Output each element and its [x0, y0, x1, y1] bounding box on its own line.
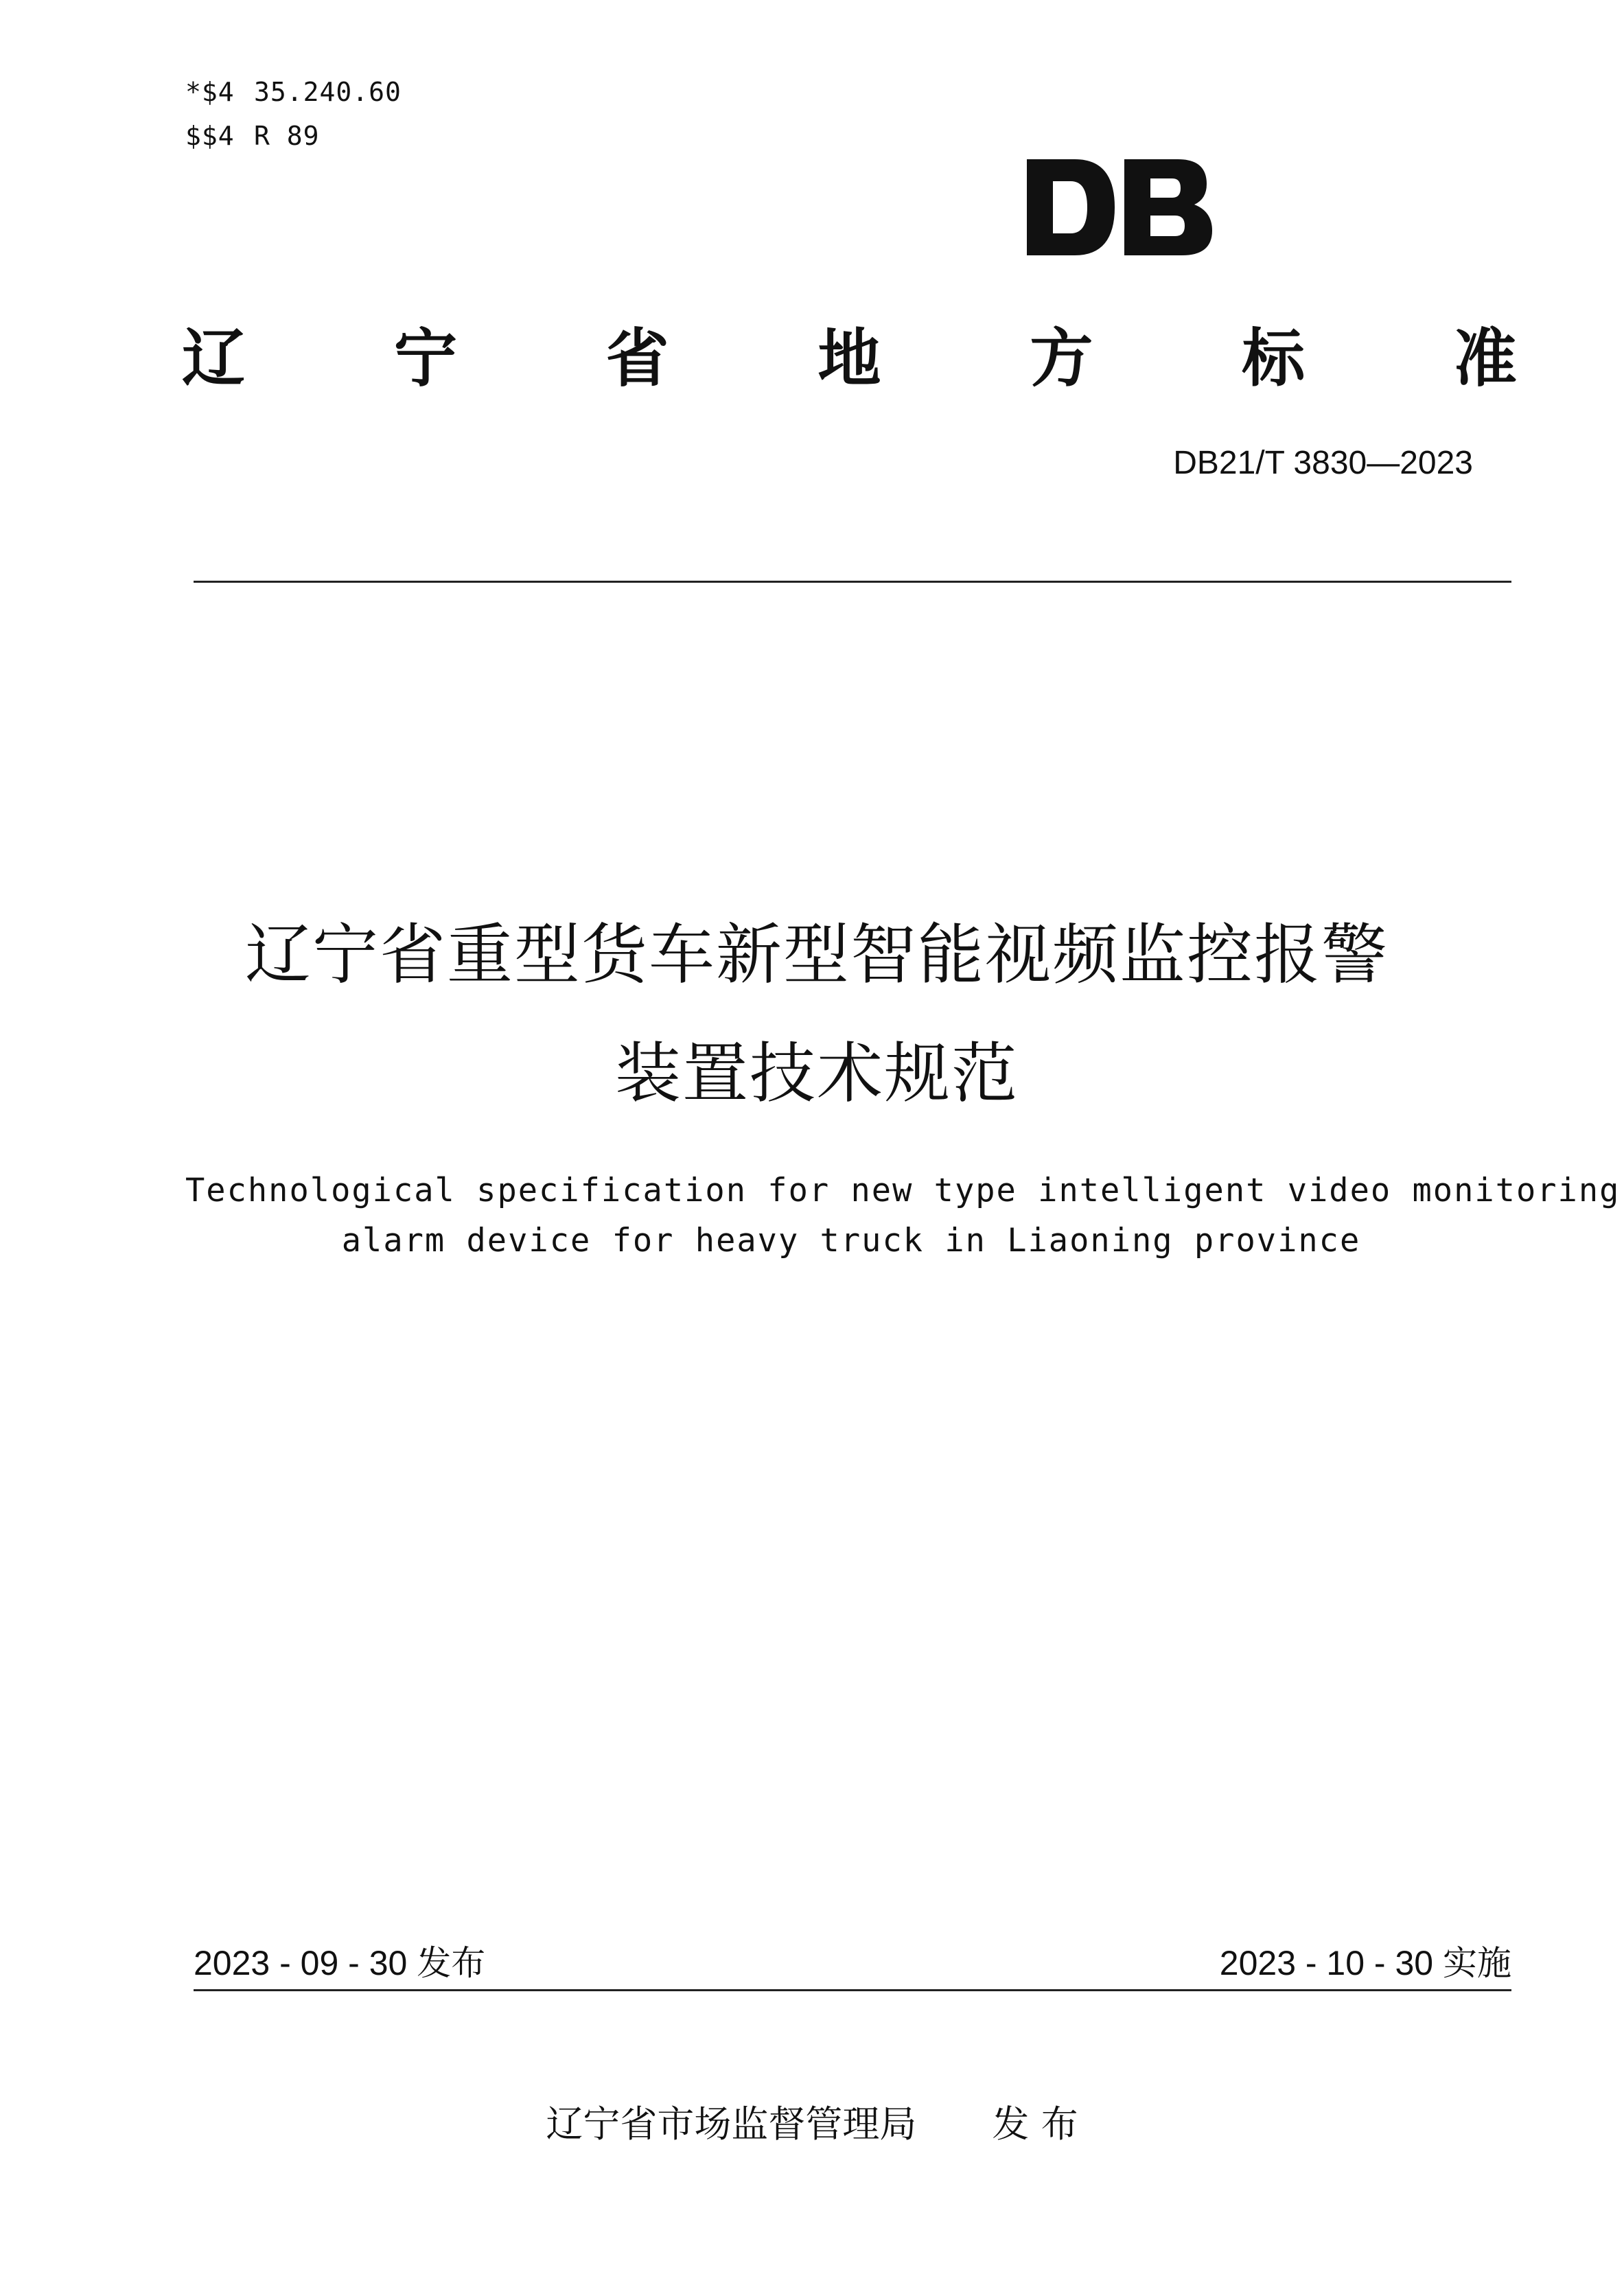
top-divider	[194, 581, 1511, 583]
publish-date: 2023 - 09 - 30 发布	[194, 1944, 486, 1982]
standard-type-char: 宁	[393, 321, 457, 395]
ics-label: *$4	[185, 77, 235, 107]
standard-type-char: 标	[1242, 321, 1306, 395]
ccs-code	[185, 121, 320, 151]
standard-type-char: 地	[817, 321, 881, 395]
ccs-value: R 89	[254, 121, 320, 151]
ics-code	[185, 77, 402, 107]
issuer-name: 辽宁省市场监督管理局	[546, 2102, 917, 2146]
standard-type-char: 辽	[182, 321, 246, 395]
ccs-label: $$4	[185, 121, 235, 151]
issuer-action: 发 布	[992, 2102, 1078, 2146]
title-en-line2: alarm device for heavy truck in Liaoning province	[341, 1222, 1361, 1260]
standard-type-char: 准	[1453, 321, 1517, 395]
title-en-line1: Technological specification for new type intelligent video monitoring	[185, 1172, 1621, 1209]
title-cn-line2: 装置技术规范	[615, 1035, 1019, 1112]
bottom-divider	[194, 1989, 1511, 1991]
title-cn-line1: 辽宁省重型货车新型智能视频监控报警	[245, 916, 1389, 993]
standard-type-char: 省	[605, 321, 669, 395]
standard-type-char: 方	[1030, 321, 1093, 395]
ics-value: 35.240.60	[254, 77, 402, 107]
standard-number: DB21/T 3830—2023	[1173, 445, 1473, 481]
db-logo	[1027, 159, 1212, 255]
issuer	[0, 2095, 1624, 2148]
implement-date: 2023 - 10 - 30 实施	[1219, 1944, 1511, 1982]
standard-type-title	[182, 312, 1517, 395]
